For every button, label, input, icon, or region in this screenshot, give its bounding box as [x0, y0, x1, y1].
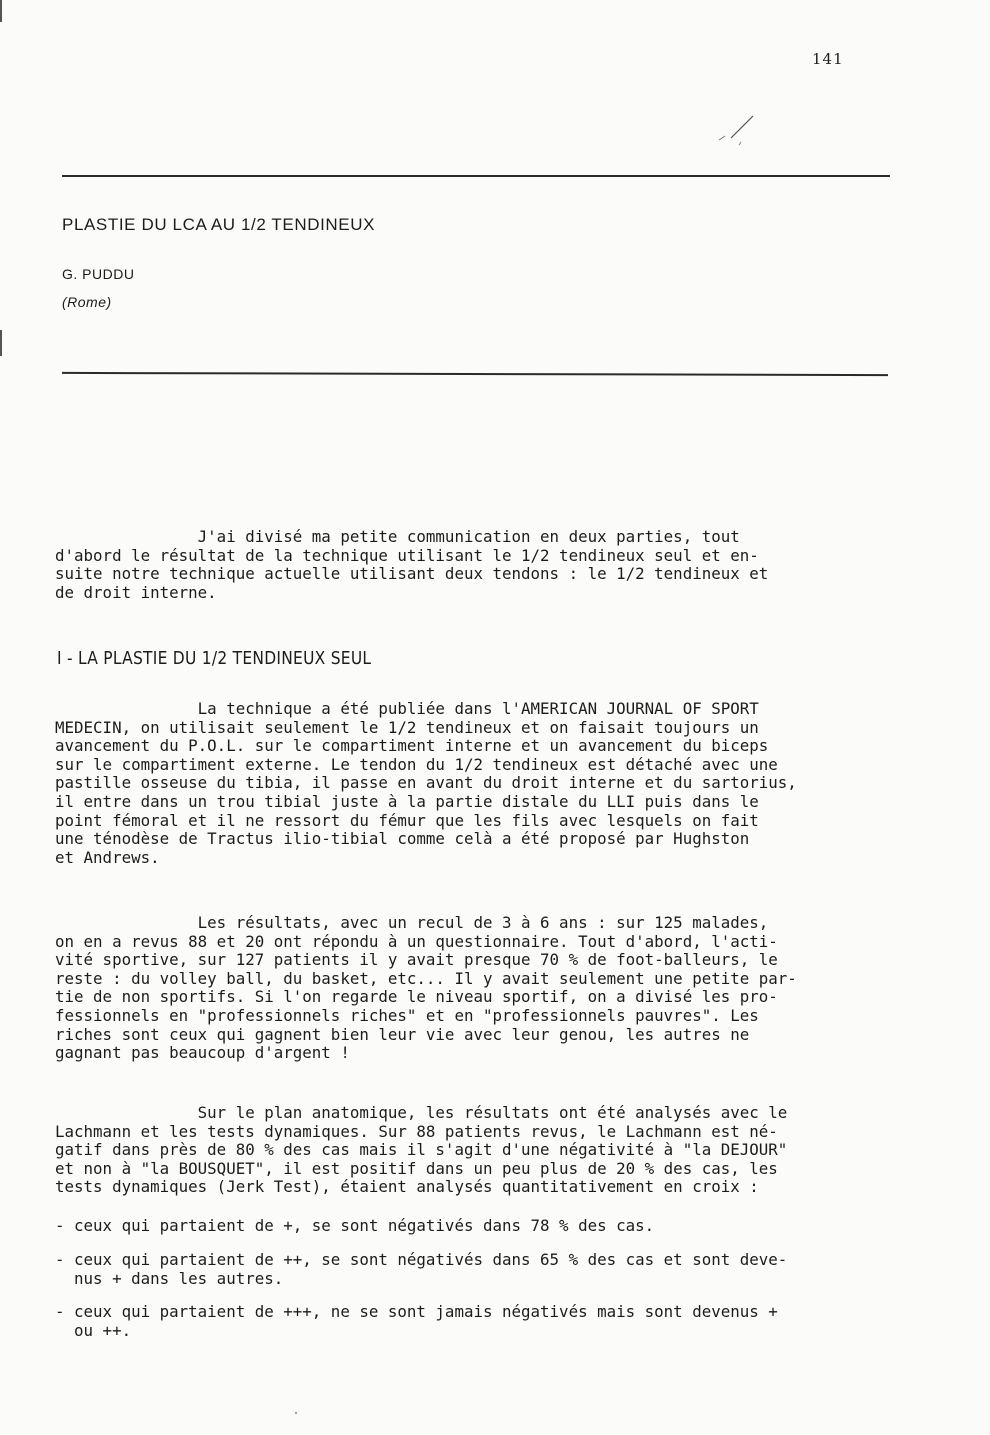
resultats-paragraph: Les résultats, avec un recul de 3 à 6 ans : sur 125 malades, on en a revus 88 et 20 ont répondu à un questionnaire. Tout d'abord, l'acti- vité sportive, sur 127 patients il y avait presque 70 % de foot-balleurs, le reste : du volley ball, du basket, etc... Il y avait seulement une petite par- tie de non sportifs. Si l'on regarde le niveau sportif, on a divisé les pro- fessionnels en "professionnels riches" et en "professionnels pauvres". Les riches sont ceux qui gagnent bien leur vie avec leur genou, les autres ne gagnant pas beaucoup d'argent !: [55, 913, 797, 1063]
author-city: (Rome): [62, 294, 112, 310]
technique-paragraph: La technique a été publiée dans l'AMERICAN JOURNAL OF SPORT MEDECIN, on utilisait seulement le 1/2 tendineux et on faisait toujours un avancement du P.O.L. sur le compartiment interne et un avancement du biceps sur le compartiment externe. Le tendon du 1/2 tendineux est détaché avec une pastille osseuse du tibia, il passe en avant du droit interne et du sartorius, il entre dans un trou tibial juste à la partie distale du LLI puis dans le point fémoral et il ne ressort du fémur que les fils avec lesquels on fait une ténodèse de Tractus ilio-tibial comme celà a été proposé par Hughston et Andrews.: [55, 699, 797, 867]
list-item: - ceux qui partaient de +, se sont négativés dans 78 % des cas.: [55, 1216, 655, 1235]
article-author: G. PUDDU: [62, 266, 135, 282]
pen-mark-icon: [713, 112, 763, 150]
intro-paragraph: J'ai divisé ma petite communication en deux parties, tout d'abord le résultat de la technique utilisant le 1/2 tendineux seul et en- suite notre technique actuelle utilisant deux tendons : le 1/2 tendineux et de droit interne.: [55, 527, 769, 602]
list-item: - ceux qui partaient de +++, ne se sont jamais négativés mais sont devenus + ou ++.: [55, 1302, 778, 1340]
header-top-rule: [62, 175, 890, 177]
page-number: 141: [812, 50, 844, 68]
margin-mark: [0, 0, 2, 22]
margin-mark: [0, 330, 2, 356]
list-item: - ceux qui partaient de ++, se sont négativés dans 65 % des cas et sont deve- nus + dans les autres.: [55, 1250, 788, 1288]
section-title: I - LA PLASTIE DU 1/2 TENDINEUX SEUL: [57, 648, 372, 669]
paper-speck: [295, 1412, 297, 1414]
header-bottom-rule: [62, 372, 888, 376]
anatomique-paragraph: Sur le plan anatomique, les résultats ont été analysés avec le Lachmann et les tests dynamiques. Sur 88 patients revus, le Lachmann est né- gatif dans près de 80 % des cas mais il s'agit d'une négativité à "la DEJOUR" et non à "la BOUSQUET", il est positif dans un peu plus de 20 % des cas, les tests dynamiques (Jerk Test), étaient analysés quantitativement en croix :: [55, 1103, 788, 1197]
article-title: PLASTIE DU LCA AU 1/2 TENDINEUX: [62, 215, 376, 234]
